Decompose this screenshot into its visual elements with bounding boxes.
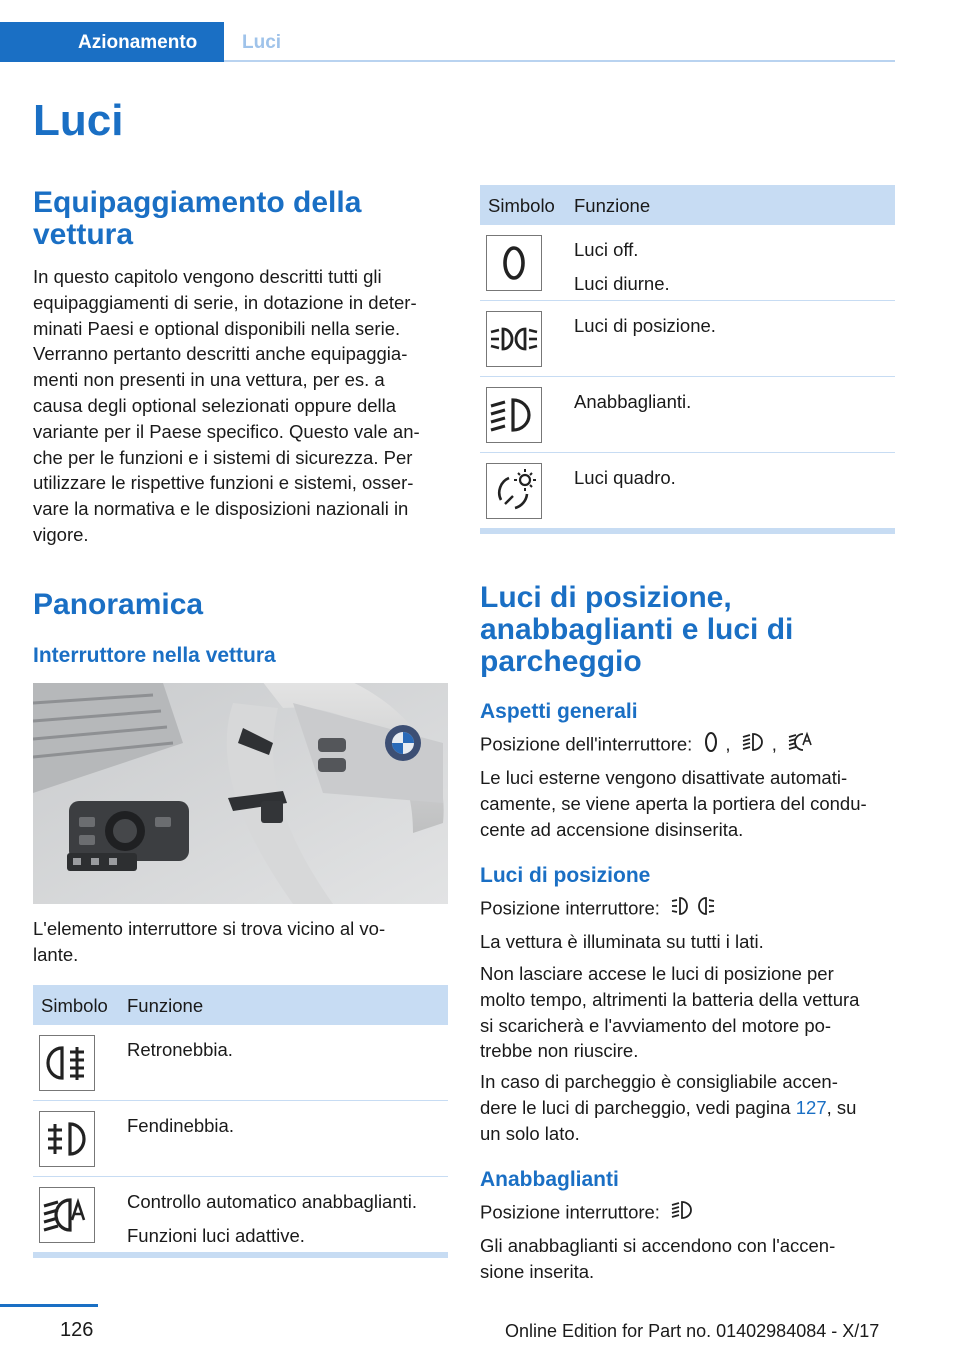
edition-note: Online Edition for Part no. 01402984084 - X/17 — [505, 1321, 880, 1341]
dashboard-photo — [33, 683, 448, 904]
front-fog-light-icon — [39, 1111, 95, 1167]
auto-headlight-icon — [39, 1187, 95, 1243]
instrument-lighting-icon — [486, 463, 542, 519]
photo-caption: L'elemento interruttore si trova vicino al vo‐ lante. — [33, 918, 386, 965]
heading-equipaggiamento: Equipaggiamento della vettura — [33, 186, 362, 251]
low-beam-icon — [742, 731, 766, 760]
parking-light-icon — [486, 311, 542, 367]
table-row: Anabbaglianti. — [480, 377, 895, 453]
page-header — [0, 22, 895, 64]
footer-rule — [0, 1304, 98, 1307]
table-end-bar — [480, 529, 895, 534]
table-row: Luci di posizione. — [480, 301, 895, 377]
switch-positions-line: Posizione dell'interruttore: , , — [480, 731, 900, 760]
table-header: Simbolo Funzione — [33, 985, 448, 1025]
heading-aspetti-generali: Aspetti generali — [480, 700, 638, 723]
zero-position-icon — [703, 731, 719, 760]
header-rule — [224, 60, 895, 62]
table-row: Luci off. Luci diurne. — [480, 225, 895, 301]
parcheggio-text: In caso di parcheggio è consigliabile accen‐ dere le luci di parcheggio, vedi pagina 127, su un solo lato. — [480, 1071, 857, 1144]
table-row: Fendinebbia. — [33, 1101, 448, 1177]
section-tab[interactable]: Azionamento — [0, 22, 224, 62]
anabbaglianti-switch-line: Posizione interruttore: — [480, 1199, 900, 1228]
table-row: Luci quadro. — [480, 453, 895, 529]
anabbaglianti-text: Gli anabbaglianti si accendono con l'accen‐ sione inserita. — [480, 1235, 836, 1282]
table-end-bar — [33, 1253, 448, 1258]
posizione-text-2: Non lasciare accese le luci di posizione per molto tempo, altrimenti la batteria della vettura si scaricherà e l'avviamento del motore po‐ trebbe non riuscire. — [480, 963, 860, 1062]
rear-fog-light-icon — [39, 1035, 95, 1091]
subsection-tab[interactable]: Luci — [242, 32, 282, 53]
heading-interruttore: Interruttore nella vettura — [33, 644, 276, 667]
low-beam-icon — [671, 1199, 695, 1228]
table-row: Retronebbia. — [33, 1025, 448, 1101]
posizione-switch-line: Posizione interruttore: — [480, 895, 900, 924]
heading-anabbaglianti: Anabbaglianti — [480, 1168, 619, 1191]
generali-text: Le luci esterne vengono disattivate automati‐ camente, se viene aperta la portiera del condu‐ cente ad accensione disinserita. — [480, 767, 867, 840]
low-beam-icon — [486, 387, 542, 443]
auto-headlight-icon — [788, 731, 814, 760]
table-header: Simbolo Funzione — [480, 185, 895, 225]
parking-light-icon — [671, 895, 715, 924]
equipaggiamento-text: In questo capitolo vengono descritti tutti gli equipaggiamenti di serie, in dotazione in deter‐ minati Paesi e optional disponibili nella serie. Verranno pertanto descritti anche equipaggia‐ menti non presenti in una vettura, per es. a causa degli optional selezionati oppure della variante per il Paese specifico. Questo vale an‐ che per le funzioni e i sistemi di sicurezza. Per utilizzare le rispettive funzioni e sistemi, osser‐ vare la normativa e le disposizioni nazionali in vigore. — [33, 266, 420, 545]
page-link[interactable]: 127 — [795, 1096, 827, 1118]
heading-luci-di-posizione: Luci di posizione — [480, 864, 651, 887]
zero-position-icon — [486, 235, 542, 291]
heading-panoramica: Panoramica — [33, 588, 204, 621]
posizione-text-1: La vettura è illuminata su tutti i lati. — [480, 931, 764, 952]
table-row: Controllo automatico anabbaglianti. Funzioni luci adattive. — [33, 1177, 448, 1253]
page-number: 126 — [60, 1319, 94, 1341]
page-title: Luci — [33, 96, 124, 145]
right-symbol-table — [480, 185, 895, 534]
left-symbol-table — [33, 985, 448, 1258]
heading-luci-posizione-anabbaglianti: Luci di posizione, anabbaglianti e luci di parcheggio — [480, 581, 794, 678]
